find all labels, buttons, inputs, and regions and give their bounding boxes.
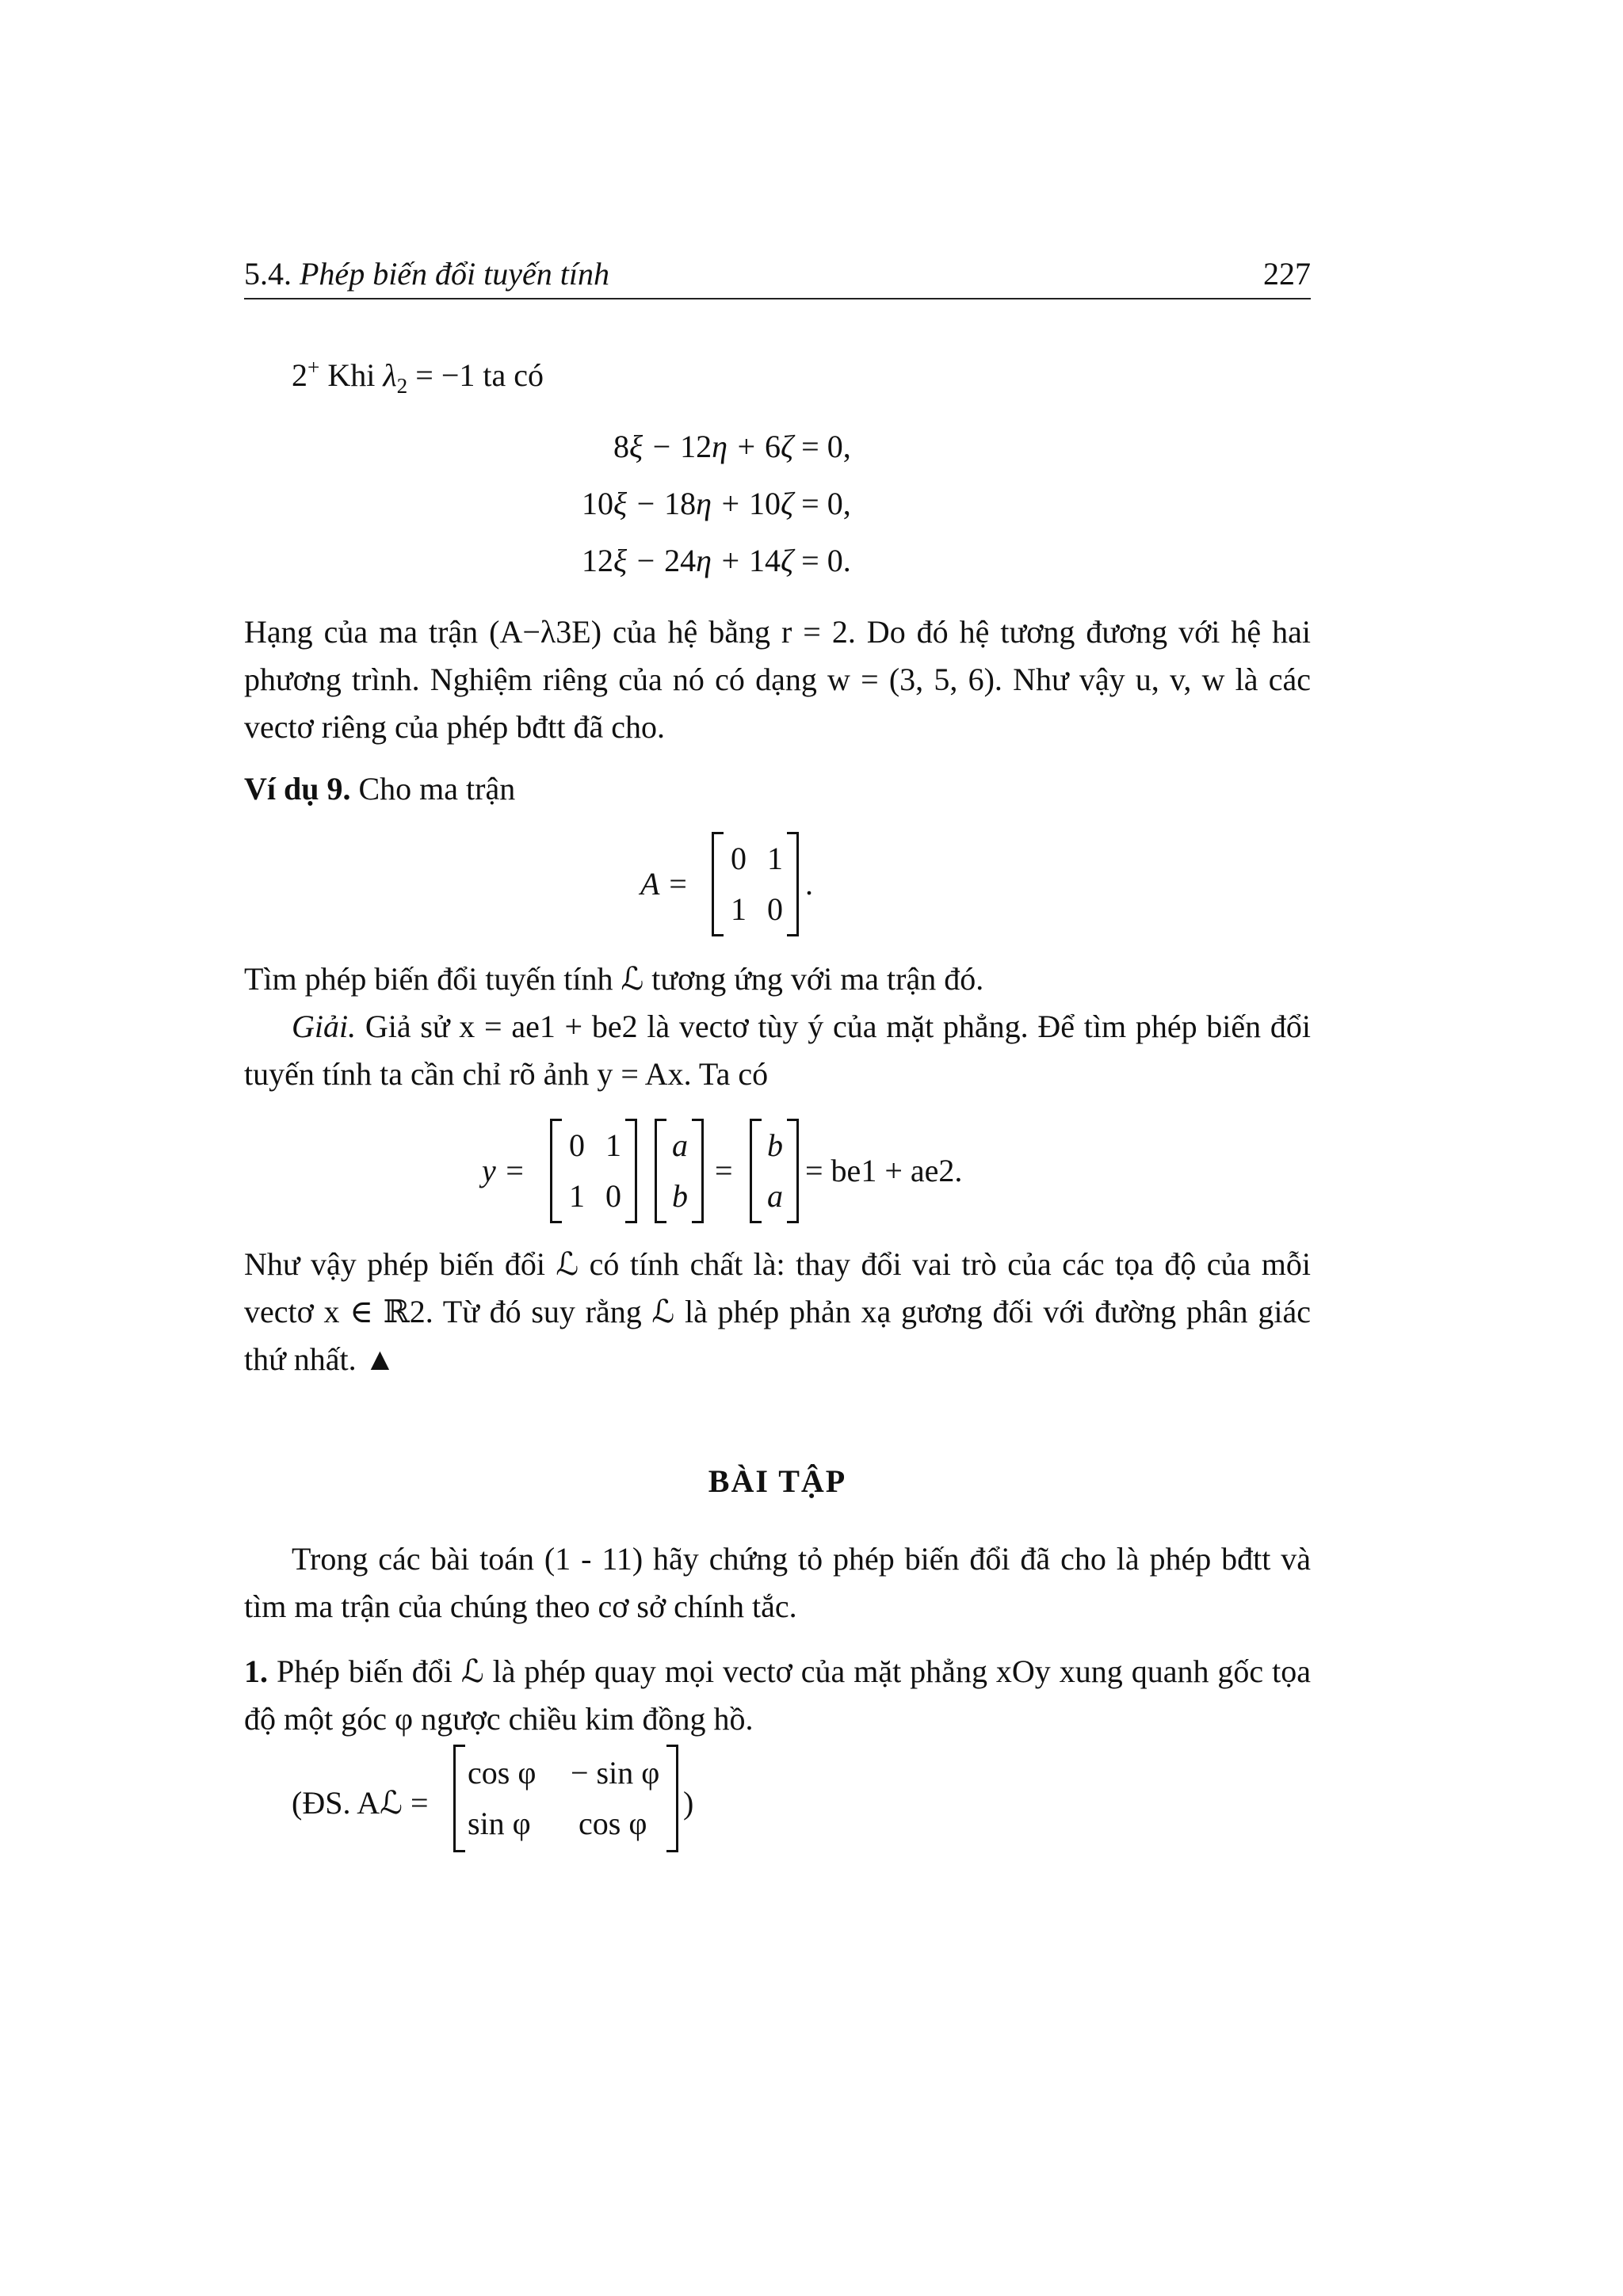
rank-paragraph: Hạng của ma trận (A−λ3E) của hệ bằng r = 2. Do đó hệ tương đương với hệ hai phương trình. Nghiệm riêng của nó có dạng w = (3, 5, 6). Như vậy u, v, w là các vectơ riêng của phép bđtt đã cho. [244,614,1311,745]
exercise-1-number: 1. [244,1653,268,1689]
page-number: 227 [1263,256,1311,292]
example-9-label: Ví dụ 9. [244,771,351,807]
answer-matrix-cell: cos φ [468,1755,537,1791]
example-9-task: Tìm phép biến đổi tuyến tính ℒ tương ứng với ma trận đó. [244,961,984,997]
eq-rhs: = be1 + ae2. [805,1153,963,1188]
right-bracket [787,832,799,936]
eq-matrix-cell: 1 [605,1127,621,1163]
eq-matrix-cell: 0 [569,1127,585,1163]
left-bracket [750,1119,762,1223]
header-rule [244,298,1311,299]
example-9-heading [244,773,515,805]
example-9-solution [244,1003,1311,1098]
left-bracket [550,1119,562,1223]
left-bracket [712,832,724,936]
eq-lhs: y = [482,1153,525,1188]
solution-label: Giải. [292,1009,357,1044]
right-bracket [692,1119,704,1223]
left-bracket [655,1119,666,1223]
matrix-a-cell: 0 [731,841,747,876]
eq-vector-ab [655,1119,704,1223]
answer-matrix-cell: cos φ [579,1806,647,1841]
right-bracket [666,1745,678,1852]
section-title: Phép biến đổi tuyến tính [300,256,610,292]
matrix-a-cell: 1 [731,891,747,927]
answer-matrix-cell: sin φ [468,1806,531,1841]
eq-vector-cell: b [767,1127,783,1163]
right-bracket [625,1119,637,1223]
equation-2: 10ξ − 18η + 10ζ = 0, [582,486,851,521]
eq-matrix [550,1119,637,1223]
answer-prefix: (ĐS. Aℒ = [292,1785,429,1821]
right-bracket [787,1119,799,1223]
eq-vector-cell: a [672,1127,688,1163]
matrix-a-period: . [805,866,813,902]
solution-text: Giả sử x = ae1 + be2 là vectơ tùy ý của mặt phẳng. Để tìm phép biến đổi tuyến tính ta cần chỉ rõ ảnh y = Ax. Ta có [244,1009,1312,1092]
eq-matrix-cell: 1 [569,1178,585,1214]
example-9-conclusion: Như vậy phép biến đổi ℒ có tính chất là: thay đổi vai trò của các tọa độ của mỗi vectơ x ∈ ℝ2. Từ đó suy rằng ℒ là phép phản xạ gương đối với đường phân giác thứ nhất. ▲ [244,1246,1311,1377]
exercises-heading: BÀI TẬP [708,1463,847,1499]
exercises-intro: Trong các bài toán (1 - 11) hãy chứng tỏ phép biến đổi đã cho là phép bđtt và tìm ma trận của chúng theo cơ sở chính tắc. [244,1541,1311,1624]
matrix-a-lhs: A = [640,866,689,902]
matrix-a-cell: 0 [767,891,783,927]
equation-3: 12ξ − 24η + 14ζ = 0. [582,543,851,578]
answer-matrix [453,1745,678,1852]
answer-suffix: ) [683,1785,694,1821]
eq-vector-cell: a [767,1178,783,1214]
example-9-intro: Cho ma trận [358,771,516,807]
section-number: 5.4. [244,256,292,292]
eq-vector-cell: b [672,1178,688,1214]
answer-matrix-cell: − sin φ [571,1755,660,1791]
matrix-a-cell: 1 [767,841,783,876]
running-header-section [244,258,609,290]
equation-1: 8ξ − 12η + 6ζ = 0, [613,429,851,464]
exercise-1 [244,1648,1311,1743]
eq-equals: = [715,1153,733,1188]
eq-matrix-cell: 0 [605,1178,621,1214]
left-bracket [453,1745,465,1852]
case2-label: 2+ Khi $\lambda_2 = -1$ ta có [292,355,544,398]
eq-vector-ba [750,1119,799,1223]
exercise-1-text: Phép biến đổi ℒ là phép quay mọi vectơ của mặt phẳng xOy xung quanh gốc tọa độ một góc φ ngược chiều kim đồng hồ. [244,1653,1312,1737]
matrix-a [712,832,799,936]
